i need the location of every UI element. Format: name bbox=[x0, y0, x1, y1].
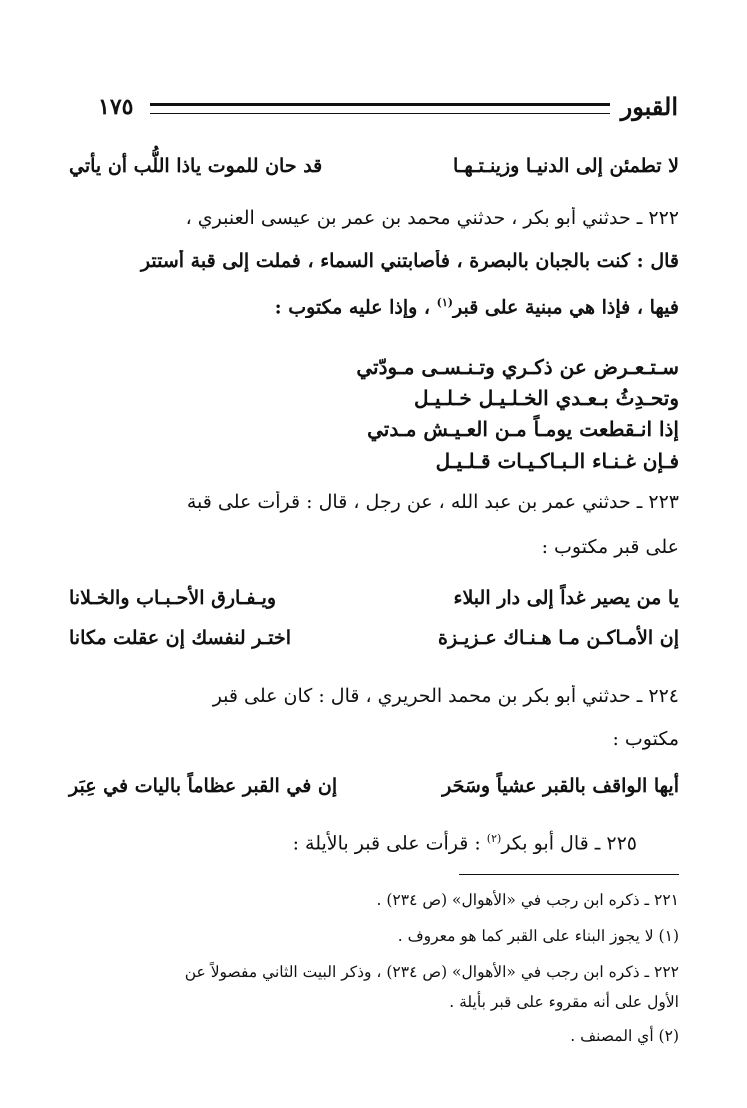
paragraph-223-line-2: على قبر مكتوب : bbox=[541, 536, 679, 558]
stanza-line-3: إذا انـقطعت يومـاً مـن العـيـش مـدتي bbox=[367, 417, 679, 441]
paragraph-222-line-3-text-b: ، وإذا عليه مكتوب : bbox=[274, 296, 437, 319]
footnote-221: ٢٢١ ـ ذكره ابن رجب في «الأهوال» (ص ٢٣٤) . bbox=[376, 891, 679, 909]
header-rule bbox=[150, 103, 610, 114]
verse-224 bbox=[69, 770, 679, 802]
verse-223-2 bbox=[69, 622, 679, 654]
footnote-separator bbox=[459, 874, 679, 875]
verse-223-1 bbox=[69, 582, 679, 614]
verse-top bbox=[69, 150, 679, 182]
paragraph-222-line-2: قال : كنت بالجبان بالبصرة ، فأصابتني السماء ، فملت إلى قبة أستتر bbox=[140, 250, 679, 272]
verse-hemistich-left: قد حان للموت ياذا اللُّب أن يأتي bbox=[69, 155, 323, 177]
verse-hemistich-right: يا من يصير غداً إلى دار البلاء bbox=[453, 587, 679, 609]
paragraph-225 bbox=[69, 828, 637, 854]
footnote-ref-1: (١) bbox=[436, 296, 454, 309]
running-header bbox=[98, 92, 678, 122]
chapter-title: القبور bbox=[620, 92, 678, 121]
paragraph-223-line-1: ٢٢٣ ـ حدثني عمر بن عبد الله ، عن رجل ، قال : قرأت على قبة bbox=[186, 491, 679, 513]
verse-hemistich-left: ويـفـارق الأحـبـاب والخـلانا bbox=[69, 587, 277, 609]
verse-hemistich-right: لا تطمئن إلى الدنيـا وزينـتـهـا bbox=[452, 155, 679, 177]
verse-hemistich-right: إن الأمـاكـن مـا هـنـاك عـزيـزة bbox=[438, 627, 679, 649]
paragraph-224-line-2: مكتوب : bbox=[612, 728, 679, 750]
footnote-ref-2: (٢) bbox=[486, 832, 502, 845]
verse-hemistich-right: أيها الواقف بالقبر عشياً وسَحَر bbox=[442, 775, 679, 797]
verse-hemistich-left: اختـر لنفسك إن عقلت مكانا bbox=[69, 627, 292, 649]
paragraph-224-line-1: ٢٢٤ ـ حدثني أبو بكر بن محمد الحريري ، قال : كان على قبر bbox=[212, 685, 679, 707]
stanza-line-4: فـإن غـنـاء الـبـاكـيـات قـلـيـل bbox=[435, 449, 679, 473]
paragraph-222-line-1: ٢٢٢ ـ حدثني أبو بكر ، حدثني محمد بن عمر بن عيسى العنبري ، bbox=[185, 207, 679, 229]
footnote-2: (٢) أي المصنف . bbox=[570, 1027, 679, 1045]
paragraph-222-line-3 bbox=[69, 292, 679, 318]
paragraph-222-line-3-text-a: فيها ، فإذا هي مبنية على قبر bbox=[453, 296, 679, 319]
footnote-222-line-2: الأول على أنه مقروء على قبر بأيلة . bbox=[449, 993, 679, 1011]
paragraph-225-text-b: : قرأت على قبر بالأيلة : bbox=[292, 832, 487, 855]
page-number: ١٧٥ bbox=[98, 94, 134, 120]
footnote-222-line-1: ٢٢٢ ـ ذكره ابن رجب في «الأهوال» (ص ٢٣٤) ، وذكر البيت الثاني مفصولاً عن bbox=[184, 963, 679, 981]
stanza-line-2: وتحـدِثُ بـعـدي الخـلـيـل خـلـيـل bbox=[414, 386, 679, 410]
verse-hemistich-left: إن في القبر عظاماً باليات في عِبَر bbox=[69, 775, 338, 797]
footnote-1: (١) لا يجوز البناء على القبر كما هو معروف . bbox=[397, 927, 679, 945]
stanza-line-1: سـتـعـرض عن ذكـري وتـنـسـى مـودّتي bbox=[356, 355, 679, 379]
paragraph-225-text-a: ٢٢٥ ـ قال أبو بكر bbox=[501, 832, 637, 855]
